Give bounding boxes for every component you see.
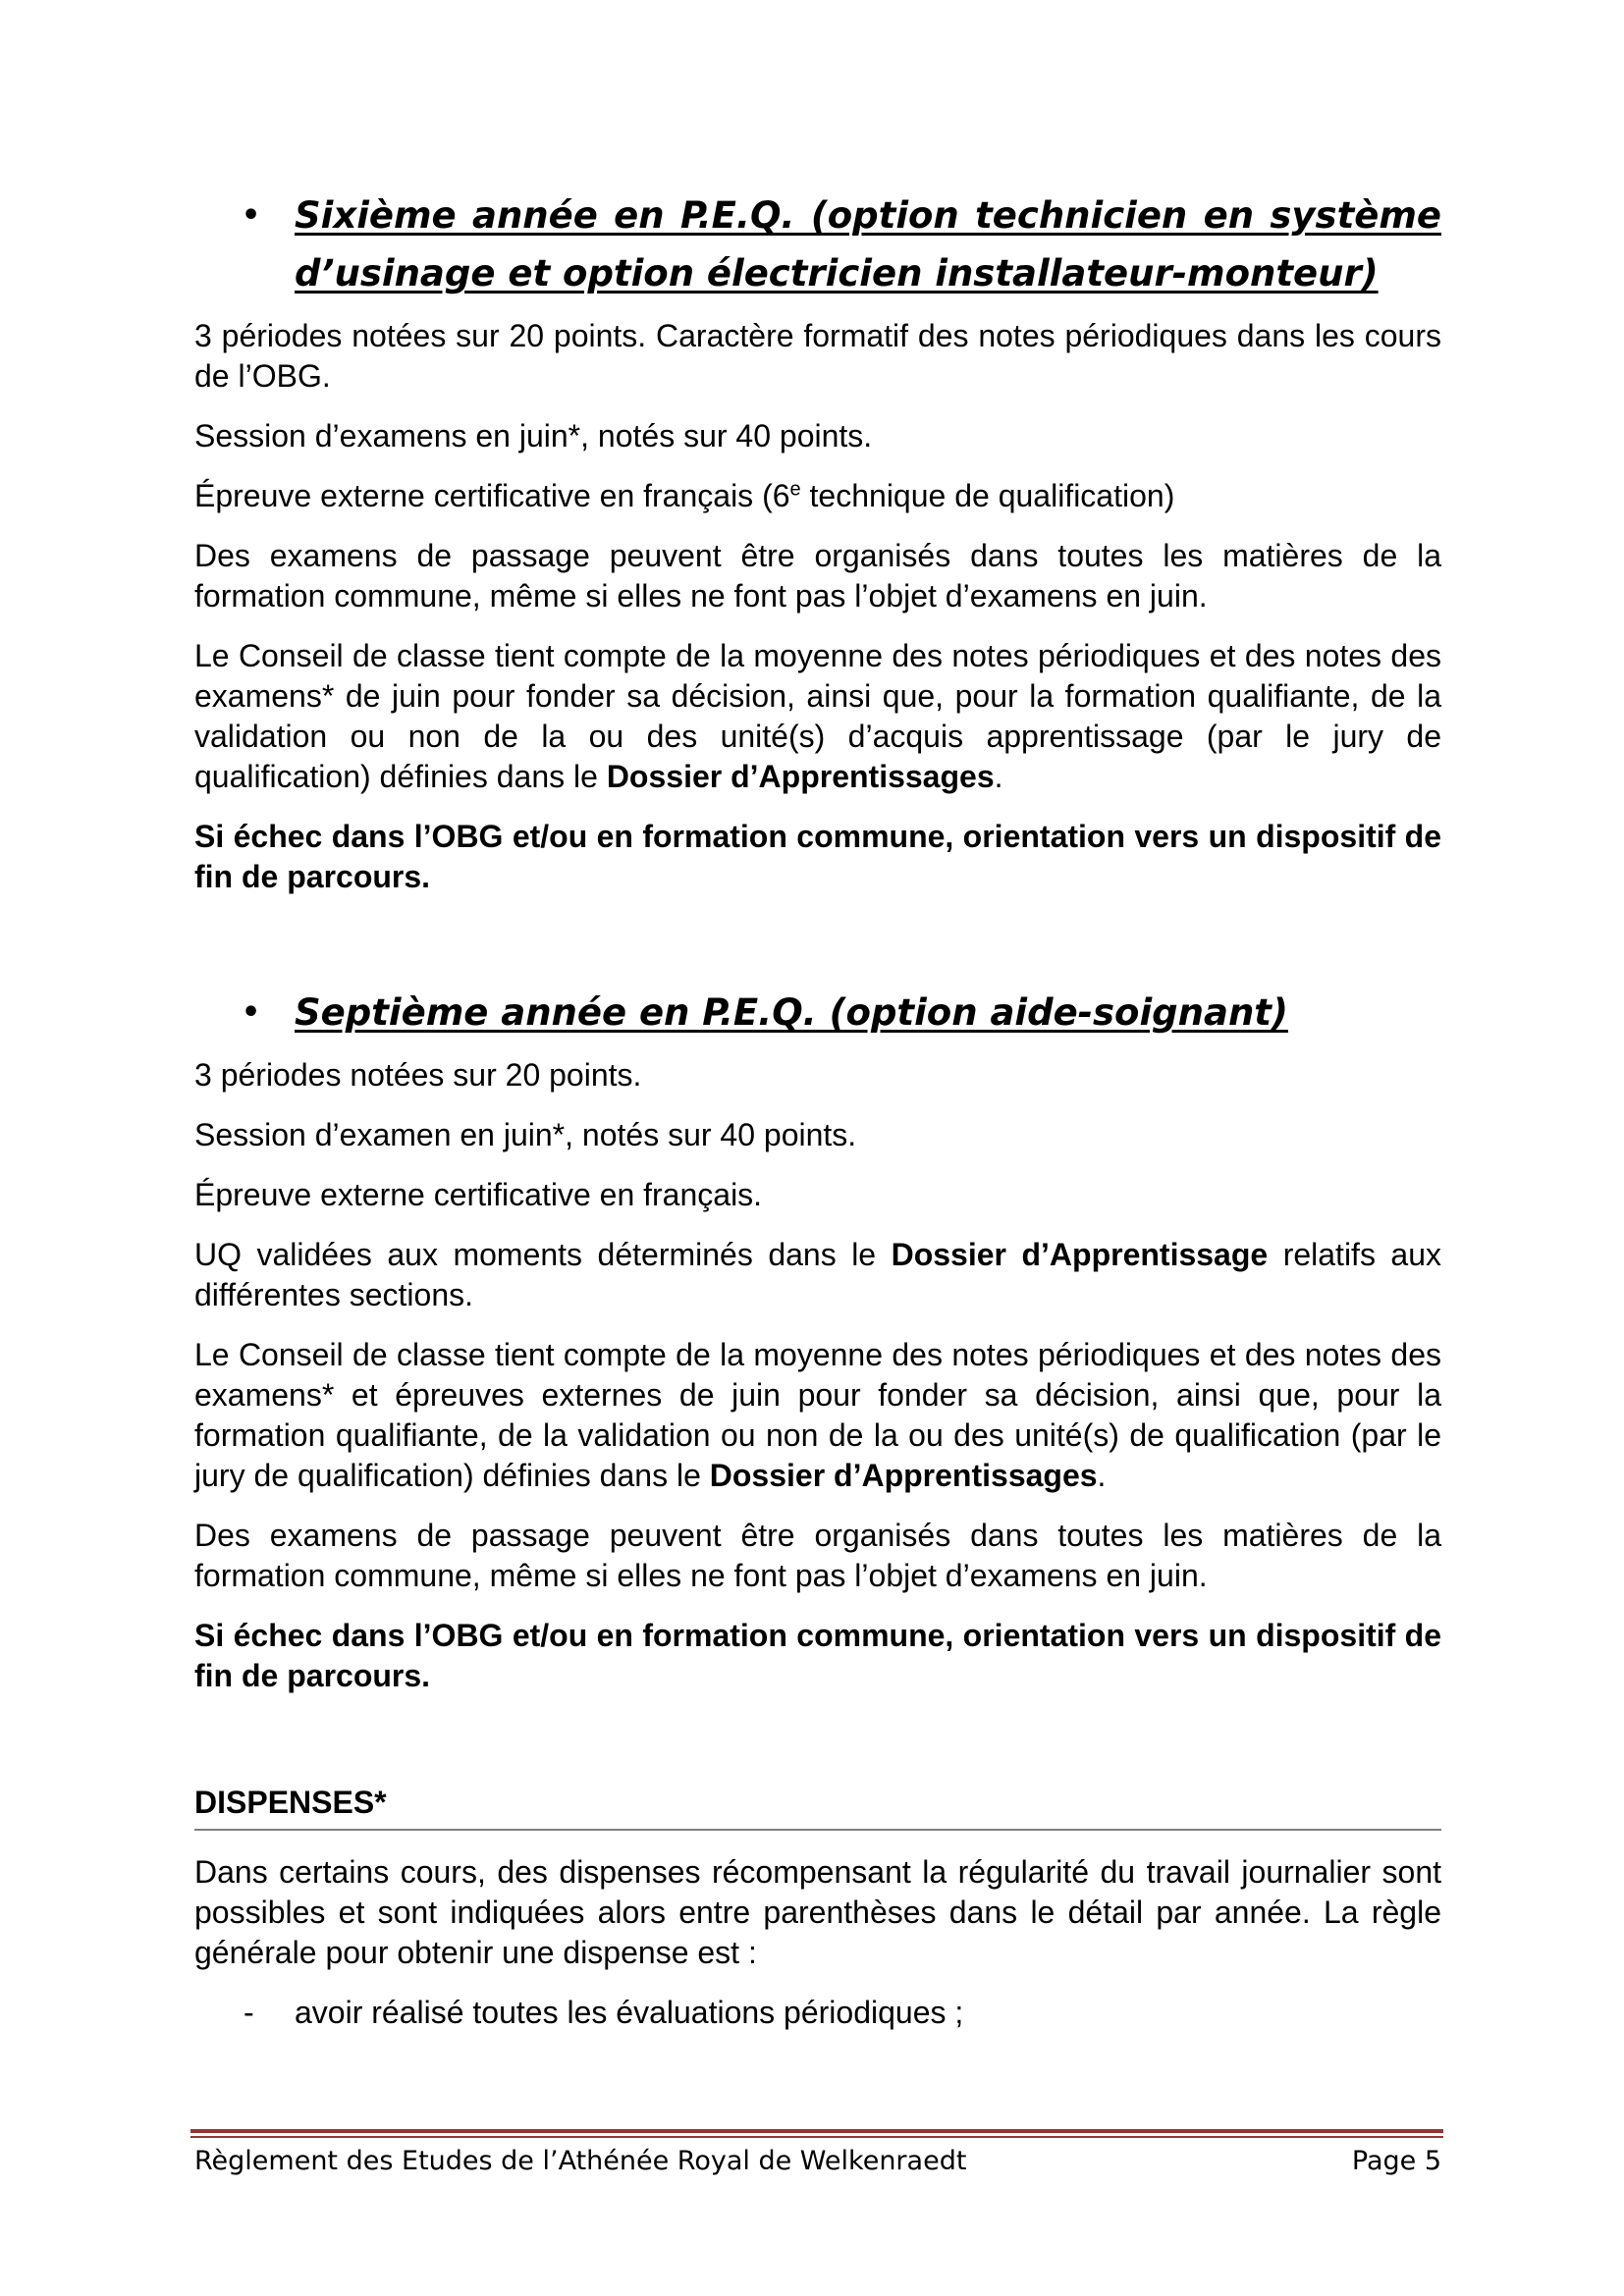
paragraph <box>194 1335 1441 1496</box>
bold-text: Dossier d’Apprentissage <box>891 1237 1269 1272</box>
paragraph <box>194 636 1441 797</box>
paragraph: Session d’examen en juin*, notés sur 40 points. <box>194 1117 857 1152</box>
paragraph-bold: Si échec dans l’OBG et/ou en formation commune, orientation vers un dispositif de fin de parcours. <box>194 819 1441 894</box>
section-heading-text: Septième année en P.E.Q. (option aide-soignant) <box>295 991 1288 1034</box>
paragraph: Des examens de passage peuvent être organisés dans toutes les matières de la formation commune, même si elles ne font pas l’objet d’examens en juin. <box>194 538 1441 614</box>
footer-title: Règlement des Etudes de l’Athénée Royal de Welkenraedt <box>194 2146 967 2176</box>
bullet-icon: • <box>242 198 261 233</box>
paragraph: Des examens de passage peuvent être organisés dans toutes les matières de la formation commune, même si elles ne font pas l’objet d’examens en juin. <box>194 1518 1441 1593</box>
paragraph: 3 périodes notées sur 20 points. <box>194 1057 642 1093</box>
text: Épreuve externe certificative en français (6 <box>194 478 790 513</box>
section-heading-septieme <box>194 984 1441 1041</box>
bold-text: Dossier d’Apprentissages <box>709 1458 1098 1493</box>
document-body <box>194 187 1441 2033</box>
paragraph: Dans certains cours, des dispenses récompensant la régularité du travail journalier sont possibles et sont indiquées alors entre parenthèses dans le détail par année. La règle générale pour obtenir une dispense est : <box>194 1854 1441 1970</box>
text: relatifs aux différentes sections. <box>194 1237 1442 1312</box>
list-item <box>194 1993 1441 2033</box>
text: UQ validées aux moments déterminés dans le <box>194 1237 892 1272</box>
text: Le Conseil de classe tient compte de la moyenne des notes périodiques et des notes des examens* de juin pour fonder sa décision, ainsi que, pour la formation qualifiante, de la validation ou non de la ou des unité(s) d’acquis apprentissage (par le jury de qualification) définies dans le <box>194 638 1441 794</box>
paragraph-bold: Si échec dans l’OBG et/ou en formation commune, orientation vers un dispositif de fin de parcours. <box>194 1618 1441 1693</box>
paragraph: Session d’examens en juin*, notés sur 40 points. <box>194 418 873 454</box>
paragraph <box>194 476 1441 516</box>
page-number: Page 5 <box>1351 2146 1441 2176</box>
list-item-text: avoir réalisé toutes les évaluations périodiques ; <box>295 1995 964 2030</box>
bold-text: Dossier d’Apprentissages <box>606 759 995 794</box>
paragraph <box>194 1235 1441 1315</box>
page-footer <box>194 2144 1441 2179</box>
bullet-icon: • <box>242 995 261 1030</box>
text: . <box>1097 1458 1107 1493</box>
text: . <box>994 759 1003 794</box>
paragraph: Épreuve externe certificative en français. <box>194 1177 763 1212</box>
section-heading-sixieme <box>194 187 1441 302</box>
text: technique de qualification) <box>800 478 1175 513</box>
dispenses-heading: DISPENSES* <box>194 1783 1441 1831</box>
superscript: e <box>789 478 801 501</box>
text: Le Conseil de classe tient compte de la moyenne des notes périodiques et des notes des examens* et épreuves externes de juin pour fonder sa décision, ainsi que, pour la formation qualifiante, de la validation ou non de la ou des unité(s) de qualification (par le jury de qualification) définies dans le <box>194 1337 1441 1493</box>
footer-rule <box>190 2129 1443 2138</box>
section-heading-text: Sixième année en P.E.Q. (option technicien en système d’usinage et option électricien installateur-monteur) <box>295 194 1441 294</box>
paragraph: 3 périodes notées sur 20 points. Caractère formatif des notes périodiques dans les cours de l’OBG. <box>194 318 1441 394</box>
dash-icon: - <box>244 1995 254 2030</box>
